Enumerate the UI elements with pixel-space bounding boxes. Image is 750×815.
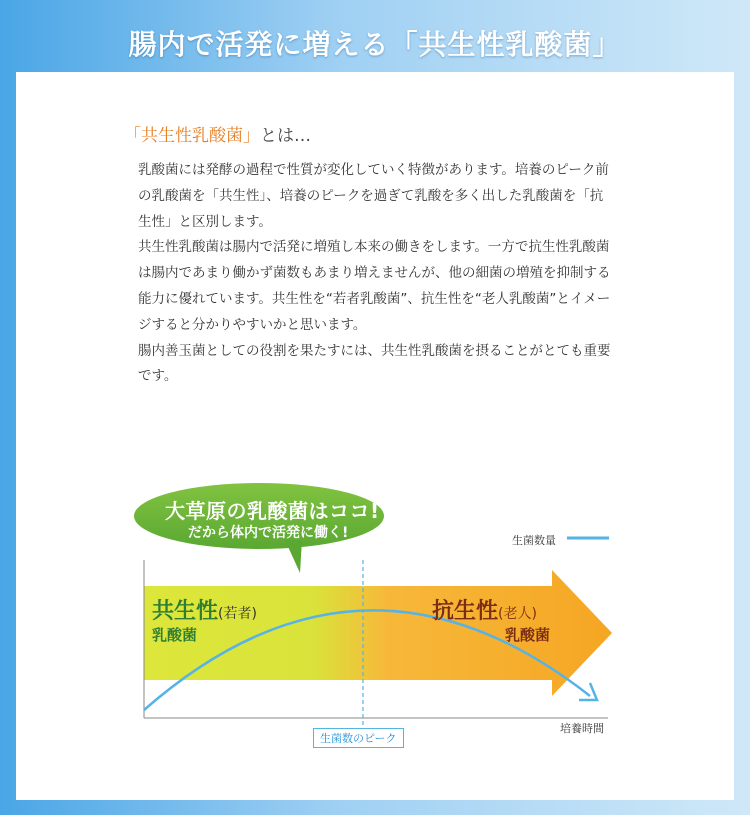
peak-label: 生菌数のピーク [313,728,404,748]
x-axis-label: 培養時間 [560,722,604,735]
bubble-headline: 大草原の乳酸菌はココ! [165,499,380,523]
symbiotic-title-main: 共生性 [152,599,219,624]
paragraph-1: 乳酸菌には発酵の過程で性質が変化していく特徴があります。培養のピーク前の乳酸菌を「共生性」、培養のピークを過ぎて乳酸を多く出した乳酸菌を「抗生性」と区別します。 [138,162,609,230]
antibiotic-stage-subtitle: 乳酸菌 [505,626,551,644]
symbiotic-title-sub: (若者) [218,606,257,622]
bubble-subline: だから体内で活発に働く! [188,525,349,541]
paragraph-2: 共生性乳酸菌は腸内で活発に増殖し本来の働きをします。一方で抗生性乳酸菌は腸内であまり働かず菌数もあまり増えませんが、他の細菌の増殖を抑制する能力に優れています。共生性を“若者乳酸菌”、抗生性を“老人乳酸菌”とイメージすると分かりやすいかと思います。 [138,239,611,333]
antibiotic-title-main: 抗生性 [432,599,499,624]
speech-bubble-tail [285,540,302,573]
section-heading-accent: 「共生性乳酸菌」 [124,126,260,146]
antibiotic-title-sub: (老人) [498,606,537,622]
antibiotic-stage-title [432,594,537,625]
section-heading [124,121,311,146]
paragraph-3: 腸内善玉菌としての役割を果たすには、共生性乳酸菌を摂ることがとても重要です。 [138,342,611,385]
curve-arrowhead [579,683,597,700]
description-text [138,158,616,390]
section-heading-rest: とは… [260,126,311,146]
legend-label: 生菌数量 [512,534,556,547]
symbiotic-stage-title [152,594,257,625]
page-title: 腸内で活発に増える「共生性乳酸菌」 [128,28,622,61]
symbiotic-stage-subtitle: 乳酸菌 [152,626,198,644]
lactic-acid-bacteria-diagram [120,478,620,768]
